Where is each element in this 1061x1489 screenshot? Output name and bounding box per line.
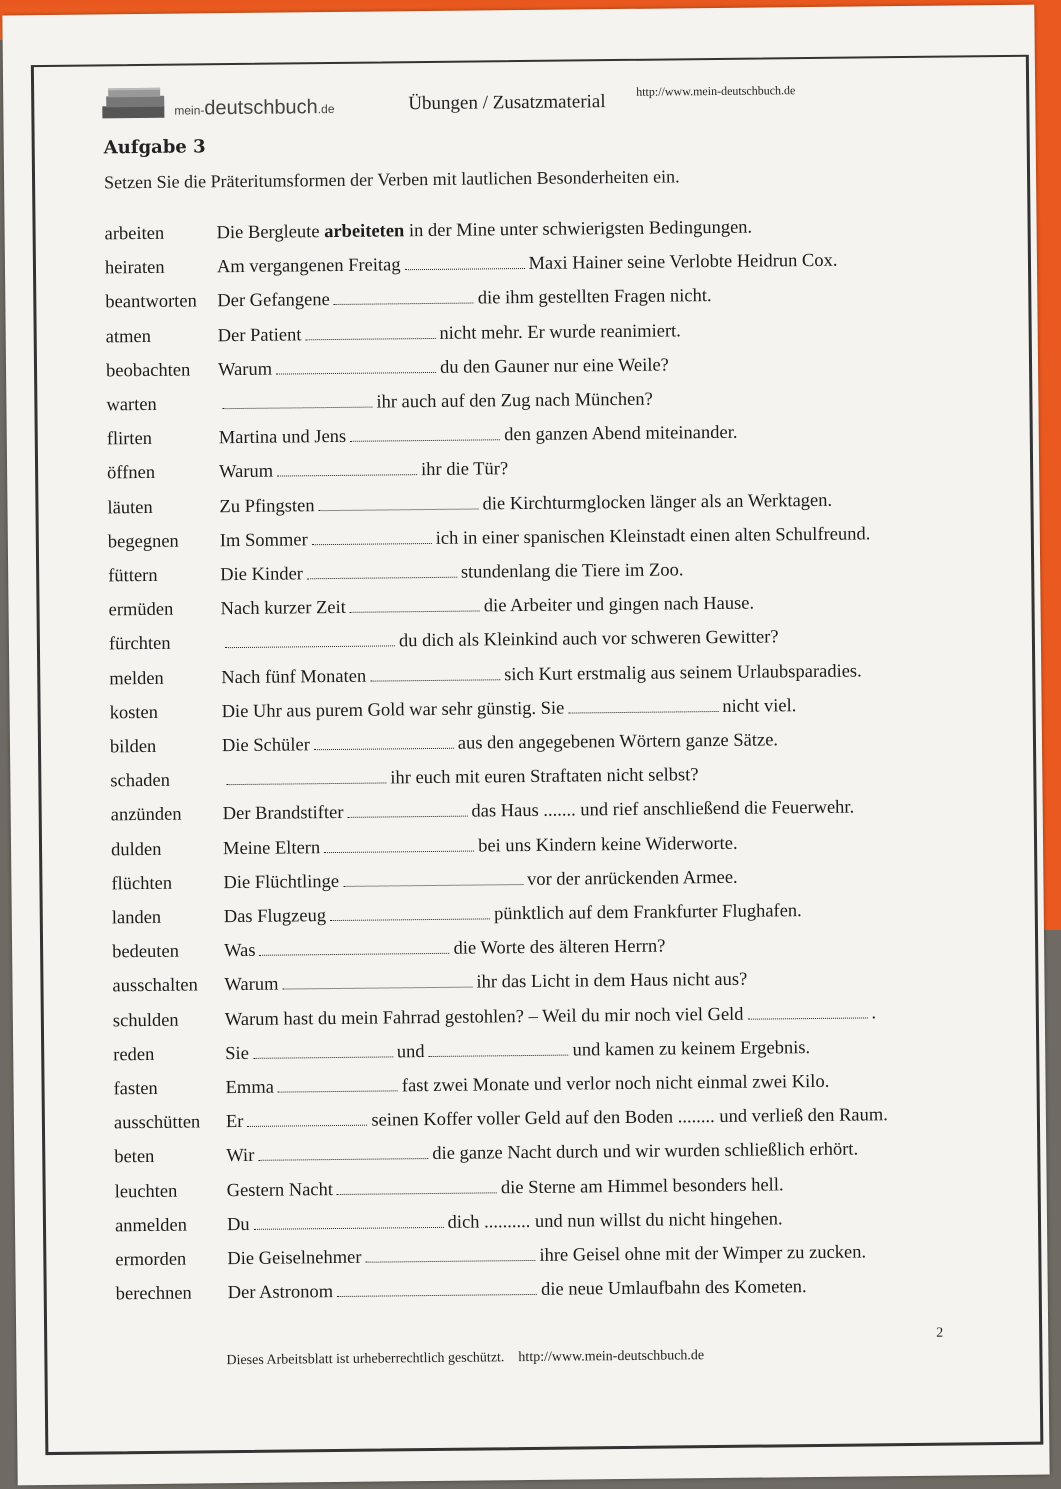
answer-blank[interactable] bbox=[748, 1016, 868, 1019]
verb-label: anzünden bbox=[110, 805, 182, 826]
sentence-start: Du bbox=[226, 1214, 250, 1235]
verb-label: fasten bbox=[113, 1078, 158, 1100]
verb-label: bilden bbox=[109, 736, 157, 758]
verb-label: beobachten bbox=[105, 360, 191, 382]
sentence-start: Warum hast du mein Fahrrad gestohlen? – Weil du mir noch viel Geld bbox=[224, 1004, 744, 1030]
answer-blank[interactable] bbox=[568, 710, 718, 714]
verb-label: leuchten bbox=[114, 1181, 178, 1202]
answer-blank[interactable] bbox=[283, 986, 473, 990]
task-title: Aufgabe 3 bbox=[103, 136, 206, 159]
sentence bbox=[219, 423, 738, 449]
sentence bbox=[227, 1175, 784, 1202]
worksheet-page bbox=[2, 5, 1049, 1486]
answer-blank[interactable] bbox=[365, 1259, 535, 1263]
verb-label: ausschalten bbox=[112, 975, 198, 997]
header-title: Übungen / Zusatzmaterial bbox=[408, 91, 606, 115]
verb-label: ermorden bbox=[115, 1249, 187, 1271]
sentence-end: ihre Geisel ohne mit der Wimper zu zucken. bbox=[539, 1242, 867, 1266]
sentence-end: . bbox=[871, 1002, 877, 1023]
sentence-start: Martina und Jens bbox=[218, 427, 347, 449]
sentence bbox=[218, 355, 669, 381]
sentence bbox=[219, 460, 508, 484]
sentence-start: Wir bbox=[226, 1146, 255, 1167]
answer-blank[interactable] bbox=[254, 1226, 444, 1230]
sentence-start: Warum bbox=[224, 974, 279, 996]
footer-copyright: Dieses Arbeitsblatt ist urheberrechtlich geschützt. bbox=[226, 1350, 505, 1369]
verb-label: beantworten bbox=[105, 291, 197, 313]
sentence-start: Der Gefangene bbox=[217, 290, 330, 312]
sentence-end: sich Kurt erstmalig aus seinem Urlaubsparadies. bbox=[504, 661, 862, 685]
sentence-end: die Kirchturmglocken länger als an Werktagen. bbox=[482, 490, 833, 515]
verb-label: ausschütten bbox=[113, 1112, 201, 1134]
sentence-end-2: und kamen zu keinem Ergebnis. bbox=[572, 1037, 811, 1061]
sentence-start: Die Flüchtlinge bbox=[223, 871, 340, 893]
answer-blank[interactable] bbox=[222, 406, 372, 410]
sentence bbox=[218, 390, 653, 416]
sentence-start: Die Bergleute bbox=[216, 222, 320, 244]
answer-blank[interactable] bbox=[347, 815, 467, 818]
sentence-start: Gestern Nacht bbox=[226, 1179, 334, 1201]
answer-blank[interactable] bbox=[350, 438, 500, 442]
sentence-end: ihr euch mit euren Straftaten nicht selbst? bbox=[390, 765, 699, 789]
sentence-end: ich in einer spanischen Kleinstadt einen alten Schulfreund. bbox=[435, 524, 871, 549]
verb-label: ermüden bbox=[108, 599, 174, 621]
sentence-end: die Sterne am Himmel besonders hell. bbox=[500, 1174, 784, 1198]
answer-blank[interactable] bbox=[277, 474, 417, 477]
verb-label: melden bbox=[109, 668, 164, 689]
sentence-end: pünktlich auf dem Frankfurter Flughafen. bbox=[493, 901, 802, 925]
sentence bbox=[227, 1209, 783, 1236]
sentence bbox=[220, 594, 754, 621]
answer-blank[interactable] bbox=[225, 645, 395, 649]
answer-blank[interactable] bbox=[370, 678, 500, 681]
sentence-end: bei uns Kindern keine Widerworte. bbox=[478, 833, 738, 857]
page-header bbox=[98, 67, 998, 126]
verb-label: warten bbox=[106, 394, 157, 416]
sentence-start: Der Astronom bbox=[227, 1282, 334, 1304]
answer-blank[interactable] bbox=[260, 952, 450, 956]
answer-blank[interactable] bbox=[305, 337, 435, 340]
sentence-end: du dich als Kleinkind auch vor schweren Gewitter? bbox=[398, 627, 779, 652]
sentence-start: Die Schüler bbox=[221, 735, 310, 757]
answer-blank[interactable] bbox=[429, 1053, 569, 1056]
sentence-start: Die Kinder bbox=[220, 564, 304, 586]
answer-blank[interactable] bbox=[278, 1089, 398, 1092]
sentence-start: Im Sommer bbox=[219, 530, 308, 551]
sentence-start: Der Patient bbox=[217, 324, 302, 346]
answer-blank[interactable] bbox=[337, 1191, 497, 1195]
sentence-start: Warum bbox=[217, 359, 273, 381]
verb-label: landen bbox=[111, 907, 162, 929]
verb-label: schaden bbox=[110, 770, 171, 792]
sentence-end: ihr das Licht in dem Haus nicht aus? bbox=[476, 970, 748, 993]
verb-label: öffnen bbox=[107, 463, 156, 484]
sentence-start: Die Geiselnehmer bbox=[227, 1247, 362, 1270]
verb-label: fürchten bbox=[108, 634, 171, 655]
sentence-end: das Haus ....... und rief anschließend die Feuerwehr. bbox=[471, 797, 855, 822]
sentence bbox=[223, 868, 737, 894]
verb-label: bedeuten bbox=[112, 941, 180, 963]
sentence bbox=[222, 765, 698, 791]
sentence-start: Der Brandstifter bbox=[222, 803, 344, 825]
verb-label: heiraten bbox=[104, 257, 165, 279]
sentence-start: Nach fünf Monaten bbox=[221, 666, 367, 688]
sentence-start: Emma bbox=[225, 1077, 274, 1099]
answer-blank[interactable] bbox=[319, 507, 479, 511]
sentence-end: seinen Koffer voller Geld auf den Boden ........ und verließ den Raum. bbox=[371, 1105, 888, 1131]
example-answer: arbeiteten bbox=[324, 221, 405, 243]
verb-label: berechnen bbox=[115, 1283, 192, 1305]
sentence-end: in der Mine unter schwierigsten Bedingungen. bbox=[408, 217, 753, 242]
sentence-end: ihr auch auf den Zug nach München? bbox=[376, 389, 653, 413]
answer-blank[interactable] bbox=[324, 849, 474, 853]
sentence-start: Am vergangenen Freitag bbox=[216, 255, 401, 278]
sentence-end: die ihm gestellten Fragen nicht. bbox=[477, 286, 712, 309]
answer-blank[interactable] bbox=[276, 371, 436, 375]
sentence-start: Die Uhr aus purem Gold war sehr günstig. Sie bbox=[221, 698, 565, 722]
sentence-start: Warum bbox=[219, 462, 274, 483]
sentence bbox=[224, 937, 665, 963]
sentence-start: Sie bbox=[225, 1043, 249, 1064]
sentence-start: Er bbox=[225, 1112, 244, 1133]
sentence-end: aus den angegebenen Wörtern ganze Sätze. bbox=[457, 730, 779, 754]
verb-label: reden bbox=[113, 1044, 155, 1066]
sentence-end: Maxi Hainer seine Verlobte Heidrun Cox. bbox=[528, 250, 838, 275]
verb-label: arbeiten bbox=[104, 223, 165, 245]
answer-blank[interactable] bbox=[405, 267, 525, 270]
sentence bbox=[222, 730, 778, 757]
sentence-start: Das Flugzeug bbox=[223, 906, 327, 928]
sentence bbox=[217, 286, 711, 312]
sentence-start: Meine Eltern bbox=[222, 837, 321, 859]
answer-blank[interactable] bbox=[337, 1293, 537, 1297]
sentence bbox=[217, 218, 753, 245]
answer-blank[interactable] bbox=[330, 917, 490, 921]
sentence-end: die Arbeiter und gingen nach Hause. bbox=[483, 593, 755, 617]
answer-blank[interactable] bbox=[226, 782, 386, 786]
verb-label: anmelden bbox=[114, 1215, 188, 1237]
sentence-start: Was bbox=[224, 941, 256, 962]
sentence-end: ihr die Tür? bbox=[421, 459, 509, 481]
verb-label: füttern bbox=[108, 565, 158, 587]
sentence-end: fast zwei Monate und verlor noch nicht einmal zwei Kilo. bbox=[401, 1071, 830, 1097]
verb-label: begegnen bbox=[107, 531, 179, 553]
answer-blank[interactable] bbox=[258, 1157, 428, 1161]
sentence bbox=[218, 321, 681, 347]
answer-blank[interactable] bbox=[307, 576, 457, 580]
verb-label: flirten bbox=[106, 429, 153, 450]
verb-label: läuten bbox=[107, 497, 153, 518]
answer-blank[interactable] bbox=[253, 1055, 393, 1058]
answer-blank[interactable] bbox=[314, 747, 454, 750]
footer-url: http://www.mein-deutschbuch.de bbox=[518, 1348, 705, 1366]
answer-blank[interactable] bbox=[247, 1124, 367, 1127]
sentence bbox=[220, 560, 683, 586]
sentence-end: vor der anrückenden Armee. bbox=[526, 867, 738, 890]
task-instruction: Setzen Sie die Präteritumsformen der Verben mit lautlichen Besonderheiten ein. bbox=[103, 166, 680, 193]
answer-blank[interactable] bbox=[312, 542, 432, 545]
sentence bbox=[224, 970, 747, 996]
verb-label: dulden bbox=[110, 839, 162, 860]
sentence-end: dich .......... und nun willst du nicht hingehen. bbox=[447, 1209, 783, 1233]
brand-name: mein-deutschbuch.de bbox=[174, 96, 335, 120]
sentence-start: Zu Pfingsten bbox=[219, 495, 315, 517]
sentence-end: den ganzen Abend miteinander. bbox=[504, 422, 738, 446]
sentence-end: stundenlang die Tiere im Zoo. bbox=[460, 560, 684, 583]
answer-blank[interactable] bbox=[350, 610, 480, 613]
sentence bbox=[221, 628, 779, 655]
sentence bbox=[223, 833, 738, 859]
page-number: 2 bbox=[936, 1325, 944, 1341]
verb-label: flüchten bbox=[111, 873, 173, 895]
sentence-end: du den Gauner nur eine Weile? bbox=[439, 355, 669, 378]
answer-blank[interactable] bbox=[343, 883, 523, 887]
sentence-end: und bbox=[396, 1041, 425, 1063]
answer-blank[interactable] bbox=[334, 302, 474, 305]
sentence-end: nicht mehr. Er wurde reanimiert. bbox=[439, 320, 681, 344]
verb-label: atmen bbox=[105, 326, 152, 347]
sentence-end: die Worte des älteren Herrn? bbox=[453, 936, 666, 959]
sentence-end: nicht viel. bbox=[722, 695, 797, 717]
verb-label: schulden bbox=[112, 1010, 179, 1031]
books-logo-icon bbox=[98, 86, 170, 121]
sentence-start: Nach kurzer Zeit bbox=[220, 598, 346, 620]
sentence-end: die neue Umlaufbahn des Kometen. bbox=[540, 1277, 807, 1301]
verb-label: beten bbox=[114, 1147, 155, 1168]
sentence-end: die ganze Nacht durch und wir wurden schließlich erhört. bbox=[432, 1139, 859, 1165]
verb-label: kosten bbox=[109, 702, 159, 724]
header-url: http://www.mein-deutschbuch.de bbox=[636, 83, 796, 99]
